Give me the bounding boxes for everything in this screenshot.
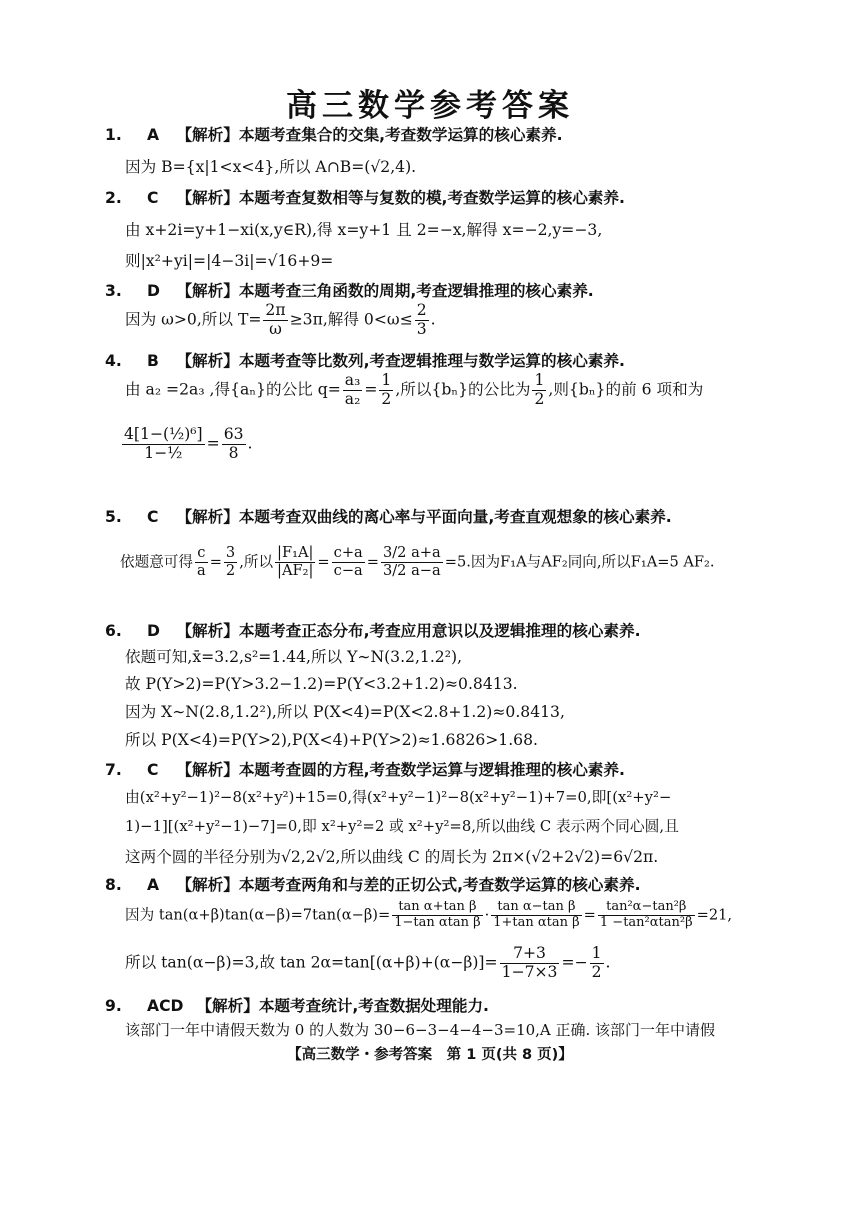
solution-line: 所以 P(X<4)=P(Y>2),P(X<4)+P(Y>2)≈1.6826>1.68.	[125, 731, 538, 749]
question-heading: 【解析】本题考查两角和与差的正切公式,考查数学运算的核心素养.	[176, 876, 641, 894]
numerator: tan α+tan β	[392, 900, 482, 916]
denominator: 3	[416, 319, 427, 338]
question-heading: 【解析】本题考查集合的交集,考查数学运算的核心素养.	[176, 126, 563, 144]
text-segment: =5.因为F₁A与AF₂同向,所以F₁A=5 AF₂.	[444, 553, 715, 571]
numerator: 2π	[265, 301, 286, 319]
text-segment: 因为 ω>0,所以 T=	[125, 310, 262, 329]
numerator: 4[1−(½)⁶]	[124, 425, 203, 443]
solution-line: 该部门一年中请假天数为 0 的人数为 30−6−3−4−4−3=10,A 正确. 该部门一年中请假	[125, 1021, 716, 1039]
text-segment: 所以 tan(α−β)=3,故 tan 2α=tan[(α+β)+(α−β)]=	[125, 953, 498, 972]
question-heading: 【解析】本题考查统计,考查数据处理能力.	[196, 997, 489, 1015]
fraction	[343, 372, 363, 409]
text-segment: ,所以{bₙ}的公比为	[395, 380, 531, 399]
question-number: 6.	[105, 622, 122, 640]
question-1-header	[105, 123, 765, 145]
denominator: 1 −tan²αtan²β	[599, 914, 693, 930]
question-9-header	[105, 994, 765, 1016]
solution-line: 则|x²+yi|=|4−3i|=√16+9=	[125, 252, 334, 270]
numerator: 1	[534, 371, 545, 389]
fraction	[195, 545, 208, 580]
denominator: 1−7×3	[501, 962, 558, 981]
text-segment: =	[583, 906, 596, 924]
question-heading: 【解析】本题考查三角函数的周期,考查逻辑推理的核心素养.	[176, 282, 594, 300]
fraction	[122, 426, 205, 463]
denominator: 2	[225, 561, 236, 579]
text-segment: =	[366, 553, 379, 571]
text-segment: ·	[484, 906, 490, 924]
fraction	[415, 302, 429, 339]
numerator: 3	[225, 544, 236, 561]
denominator: 1−½	[144, 443, 183, 462]
fraction	[275, 545, 315, 580]
numerator: 63	[223, 425, 244, 443]
text-segment: =	[317, 553, 330, 571]
answer-letter: D	[147, 622, 160, 640]
fraction	[379, 372, 393, 409]
question-number: 5.	[105, 508, 122, 526]
question-heading: 【解析】本题考查正态分布,考查应用意识以及逻辑推理的核心素养.	[176, 622, 641, 640]
numerator: c+a	[333, 544, 363, 561]
fraction	[224, 545, 237, 580]
answer-letter: C	[147, 189, 159, 207]
fraction	[263, 302, 287, 339]
text-segment: 由 a₂ =2a₃ ,得{aₙ}的公比 q=	[125, 380, 341, 399]
text-segment: .	[605, 953, 611, 972]
question-6-header	[105, 619, 765, 641]
question-number: 9.	[105, 997, 122, 1015]
page-title: 高三数学参考答案	[286, 88, 574, 124]
solution-line	[120, 545, 715, 580]
text-segment: ≥3π,解得 0<ω≤	[289, 310, 413, 329]
answer-letter: ACD	[147, 997, 184, 1015]
question-number: 7.	[105, 761, 122, 779]
solution-line: 1)−1][(x²+y²−1)−7]=0,即 x²+y²=2 或 x²+y²=8,所以曲线 C 表示两个同心圆,且	[125, 818, 679, 835]
text-segment: .	[247, 434, 253, 453]
numerator: tan α−tan β	[491, 900, 581, 916]
text-segment: =−	[561, 953, 588, 972]
fraction	[598, 900, 695, 931]
text-segment: ,则{bₙ}的前 6 项和为	[548, 380, 704, 399]
denominator: ω	[269, 319, 282, 338]
question-5-header	[105, 505, 765, 527]
solution-line	[125, 372, 703, 409]
denominator: 2	[591, 962, 602, 981]
fraction	[500, 945, 560, 982]
fraction	[332, 545, 365, 580]
denominator: 1−tan αtan β	[394, 914, 481, 930]
page-footer: 【高三数学・参考答案 第 1 页(共 8 页)】	[287, 1047, 573, 1063]
numerator: 7+3	[500, 945, 560, 964]
question-heading: 【解析】本题考查双曲线的离心率与平面向量,考查直观想象的核心素养.	[176, 508, 672, 526]
numerator: 1	[381, 371, 392, 389]
denominator: 8	[228, 443, 239, 462]
question-heading: 【解析】本题考查等比数列,考查逻辑推理与数学运算的核心素养.	[176, 352, 625, 370]
text-segment: .	[430, 310, 436, 329]
fraction	[381, 545, 443, 580]
denominator: 2	[381, 389, 392, 408]
answer-letter: C	[147, 508, 159, 526]
question-heading: 【解析】本题考查圆的方程,考查数学运算与逻辑推理的核心素养.	[176, 761, 625, 779]
numerator: |F₁A|	[277, 544, 314, 561]
denominator: |AF₂|	[277, 561, 314, 579]
question-number: 2.	[105, 189, 122, 207]
text-segment: =	[209, 553, 222, 571]
question-number: 3.	[105, 282, 122, 300]
denominator: a₂	[344, 389, 361, 408]
fraction	[590, 945, 604, 982]
solution-line: 因为 X∼N(2.8,1.2²),所以 P(X<4)=P(X<2.8+1.2)≈0.8413,	[125, 703, 565, 721]
solution-line: 这两个圆的半径分别为√2,2√2,所以曲线 C 的周长为 2π×(√2+2√2)=6√2π.	[125, 848, 659, 866]
fraction	[491, 900, 581, 931]
denominator: a	[196, 561, 206, 579]
fraction	[392, 900, 482, 931]
question-number: 1.	[105, 126, 122, 144]
solution-line: 依题可知,x̄=3.2,s²=1.44,所以 Y∼N(3.2,1.2²),	[125, 648, 463, 666]
question-2-header	[105, 186, 765, 208]
question-3-header	[105, 279, 765, 301]
solution-line	[120, 426, 253, 463]
denominator: 3/2 a−a	[382, 561, 441, 579]
solution-line: 由 x+2i=y+1−xi(x,y∈R),得 x=y+1 且 2=−x,解得 x=−2,y=−3,	[125, 221, 603, 239]
solution-line: 由(x²+y²−1)²−8(x²+y²)+15=0,得(x²+y²−1)²−8(x²+y²−1)+7=0,即[(x²+y²−	[125, 789, 672, 806]
question-heading: 【解析】本题考查复数相等与复数的模,考查数学运算的核心素养.	[176, 189, 625, 207]
text-segment: ,所以	[239, 553, 274, 571]
text-segment: =	[364, 380, 378, 399]
answer-letter: A	[147, 876, 160, 894]
numerator: a₃	[344, 371, 361, 389]
answer-letter: B	[147, 352, 159, 370]
solution-line: 故 P(Y>2)=P(Y>3.2−1.2)=P(Y<3.2+1.2)≈0.8413.	[125, 675, 518, 693]
numerator: 3/2 a+a	[382, 544, 441, 561]
text-segment: 依题意可得	[120, 553, 193, 571]
text-segment: =	[206, 434, 220, 453]
solution-line	[125, 302, 436, 339]
question-7-header	[105, 758, 765, 780]
question-number: 8.	[105, 876, 122, 894]
numerator: tan²α−tan²β	[598, 900, 695, 916]
denominator: 1+tan αtan β	[493, 914, 580, 930]
solution-line	[125, 900, 732, 931]
solution-line	[125, 945, 611, 982]
denominator: c−a	[333, 561, 363, 579]
text-segment: =21,	[696, 906, 733, 924]
numerator: 1	[591, 944, 602, 962]
answer-letter: C	[147, 761, 159, 779]
fraction	[532, 372, 546, 409]
text-segment: 因为 tan(α+β)tan(α−β)=7tan(α−β)=	[125, 906, 391, 924]
fraction	[222, 426, 246, 463]
answer-letter: D	[147, 282, 160, 300]
answer-letter: A	[147, 126, 160, 144]
denominator: 2	[534, 389, 545, 408]
numerator: 2	[416, 301, 427, 319]
numerator: c	[195, 545, 208, 563]
question-number: 4.	[105, 352, 122, 370]
question-8-header	[105, 873, 765, 895]
question-4-header	[105, 349, 765, 371]
solution-line: 因为 B={x|1<x<4},所以 A∩B=(√2,4).	[125, 158, 417, 176]
